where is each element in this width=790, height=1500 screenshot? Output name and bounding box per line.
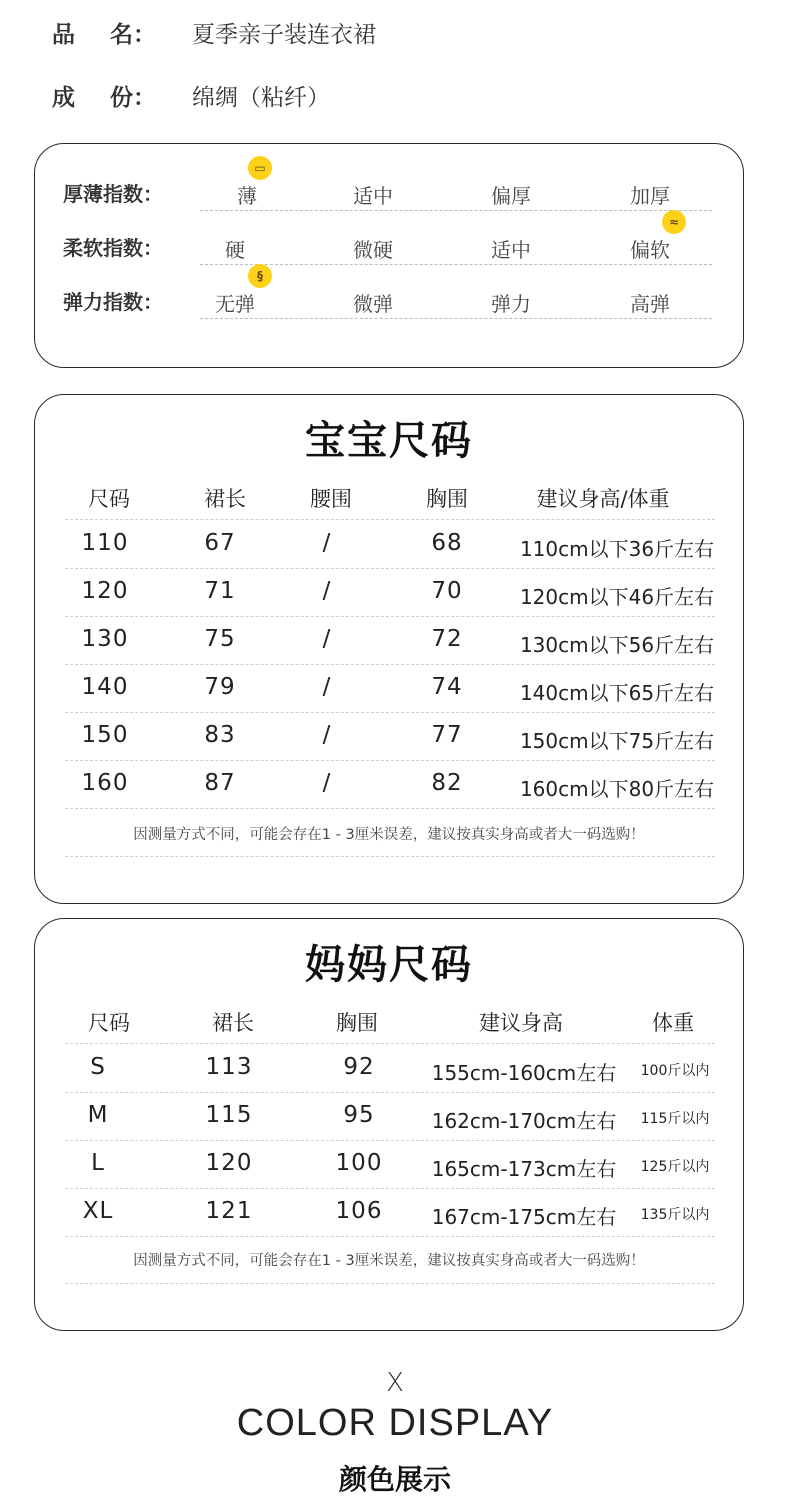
mom-size-note: 因测量方式不同，可能会存在1 - 3厘米误差，建议按真实身高或者大一码选购！ (133, 1253, 645, 1269)
baby-table-row (65, 568, 715, 617)
mom-cell-length: 115 (205, 1102, 253, 1128)
mom-cell-size: S (90, 1054, 106, 1080)
mom-table-row (65, 1140, 715, 1189)
wave-icon: ≈ (662, 210, 686, 234)
x-mark: X (386, 1368, 404, 1398)
baby-cell-length: 83 (204, 722, 236, 748)
baby-table-row (65, 616, 715, 665)
mom-size-title: 妈妈尺码 (305, 942, 473, 988)
baby-cell-length: 71 (204, 578, 236, 604)
mom-cell-height: 167cm-175cm左右 (431, 1205, 617, 1229)
mom-cell-height: 165cm-173cm左右 (431, 1157, 617, 1181)
mom-cell-size: L (91, 1150, 105, 1176)
product-name-label: 品 名： (52, 21, 156, 48)
mom-header-size: 尺码 (88, 1011, 130, 1035)
baby-header-length: 裙长 (204, 487, 246, 511)
mom-cell-weight: 100斤以内 (640, 1063, 710, 1079)
baby-cell-suggestion: 150cm以下75斤左右 (519, 729, 715, 753)
product-material-row (52, 78, 330, 112)
baby-cell-suggestion: 120cm以下46斤左右 (519, 585, 715, 609)
baby-cell-waist: / (322, 626, 332, 652)
baby-cell-chest: 70 (431, 578, 463, 604)
baby-cell-chest: 68 (431, 530, 463, 556)
elasticity-option: 无弹 (215, 292, 255, 316)
baby-cell-size: 160 (81, 770, 129, 796)
baby-cell-suggestion: 160cm以下80斤左右 (519, 777, 715, 801)
baby-size-card (34, 394, 744, 904)
mom-header-weight: 体重 (652, 1011, 694, 1035)
baby-table-row (65, 664, 715, 713)
thickness-divider (200, 210, 712, 211)
baby-cell-waist: / (322, 530, 332, 556)
baby-cell-chest: 74 (431, 674, 463, 700)
thickness-option: 薄 (237, 184, 257, 208)
softness-index-label: 柔软指数： (63, 236, 163, 260)
mom-header-chest: 胸围 (336, 1011, 378, 1035)
baby-header-suggestion: 建议身高/体重 (536, 487, 670, 511)
mom-header-height: 建议身高 (479, 1011, 563, 1035)
baby-cell-chest: 72 (431, 626, 463, 652)
baby-header-size: 尺码 (88, 487, 130, 511)
baby-table-row (65, 760, 715, 809)
product-material-label: 成 份： (52, 84, 156, 111)
product-name-row (52, 15, 376, 49)
mom-note-divider (65, 1283, 715, 1284)
baby-note-divider (65, 856, 715, 857)
softness-option: 适中 (491, 238, 531, 262)
baby-cell-chest: 82 (431, 770, 463, 796)
mom-cell-weight: 135斤以内 (640, 1207, 710, 1223)
baby-header-waist: 腰围 (310, 487, 352, 511)
baby-cell-length: 87 (204, 770, 236, 796)
mom-size-card (34, 918, 744, 1331)
mom-table-row (65, 1092, 715, 1141)
thickness-option: 加厚 (630, 184, 670, 208)
thickness-option: 偏厚 (491, 184, 531, 208)
thickness-option: 适中 (353, 184, 393, 208)
baby-size-title: 宝宝尺码 (305, 418, 473, 464)
spring-icon: § (248, 264, 272, 288)
softness-divider (200, 264, 712, 265)
color-display-heading: COLOR DISPLAY (236, 1402, 554, 1444)
fabric-index-card (34, 143, 744, 368)
product-material-value: 绵绸（粘纤） (192, 84, 330, 111)
baby-cell-waist: / (322, 578, 332, 604)
mom-cell-length: 120 (205, 1150, 253, 1176)
elasticity-index-label: 弹力指数： (63, 290, 163, 314)
mom-cell-size: M (87, 1102, 109, 1128)
product-name-value: 夏季亲子装连衣裙 (192, 21, 376, 48)
mom-cell-weight: 125斤以内 (640, 1159, 710, 1175)
softness-option: 硬 (225, 238, 245, 262)
baby-table-row (65, 712, 715, 761)
elasticity-option: 高弹 (630, 292, 670, 316)
baby-cell-size: 120 (81, 578, 129, 604)
mom-header-length: 裙长 (212, 1011, 254, 1035)
mom-cell-length: 113 (205, 1054, 253, 1080)
mom-cell-weight: 115斤以内 (640, 1111, 710, 1127)
elasticity-option: 弹力 (491, 292, 531, 316)
baby-cell-length: 67 (204, 530, 236, 556)
baby-cell-length: 79 (204, 674, 236, 700)
elasticity-divider (200, 318, 712, 319)
baby-table-row (65, 520, 715, 569)
baby-cell-size: 130 (81, 626, 129, 652)
baby-cell-suggestion: 110cm以下36斤左右 (519, 537, 715, 561)
baby-cell-size: 140 (81, 674, 129, 700)
baby-header-chest: 胸围 (426, 487, 468, 511)
elasticity-option: 微弹 (353, 292, 393, 316)
softness-index-row (35, 215, 743, 274)
thickness-index-label: 厚薄指数： (63, 182, 163, 206)
mom-cell-height: 162cm-170cm左右 (431, 1109, 617, 1133)
baby-cell-length: 75 (204, 626, 236, 652)
mom-cell-chest: 100 (335, 1150, 383, 1176)
baby-cell-suggestion: 140cm以下65斤左右 (519, 681, 715, 705)
baby-cell-size: 150 (81, 722, 129, 748)
elasticity-index-row (35, 269, 743, 328)
thickness-index-row (35, 161, 743, 220)
mom-cell-size: XL (82, 1198, 114, 1224)
mom-cell-chest: 95 (343, 1102, 375, 1128)
color-display-cn-heading: 颜色展示 (338, 1463, 451, 1496)
mom-cell-length: 121 (205, 1198, 253, 1224)
ruler-icon: ▭ (248, 156, 272, 180)
baby-cell-waist: / (322, 770, 332, 796)
softness-option: 微硬 (353, 238, 393, 262)
baby-cell-chest: 77 (431, 722, 463, 748)
baby-cell-size: 110 (81, 530, 129, 556)
mom-table-row (65, 1188, 715, 1237)
mom-cell-height: 155cm-160cm左右 (431, 1061, 617, 1085)
baby-cell-waist: / (322, 674, 332, 700)
baby-size-note: 因测量方式不同，可能会存在1 - 3厘米误差，建议按真实身高或者大一码选购！ (133, 827, 645, 843)
mom-table-row (65, 1044, 715, 1093)
mom-cell-chest: 92 (343, 1054, 375, 1080)
baby-cell-suggestion: 130cm以下56斤左右 (519, 633, 715, 657)
mom-cell-chest: 106 (335, 1198, 383, 1224)
softness-option: 偏软 (630, 238, 670, 262)
baby-cell-waist: / (322, 722, 332, 748)
